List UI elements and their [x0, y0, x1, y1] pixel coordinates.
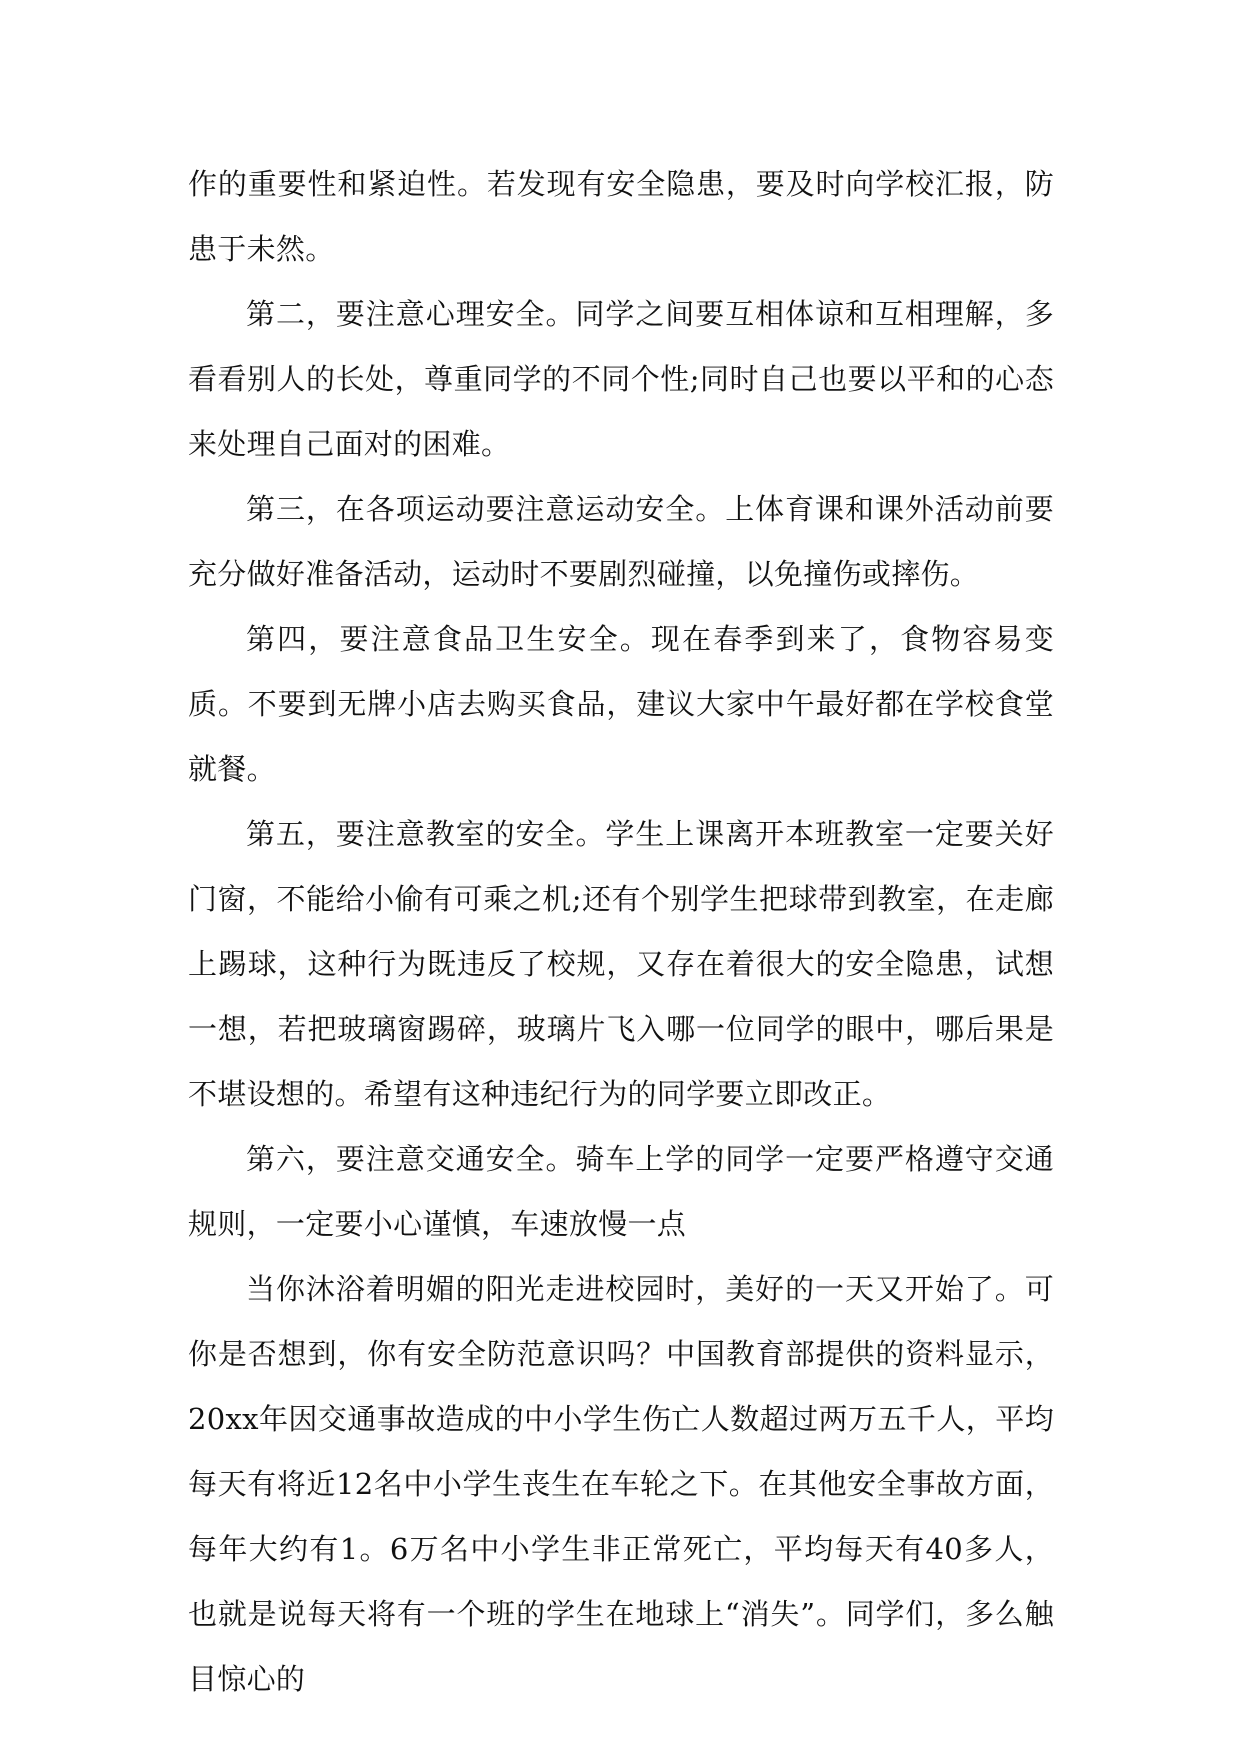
paragraph-4: 第四，要注意食品卫生安全。现在春季到来了，食物容易变质。不要到无牌小店去购买食品，建议大家中午最好都在学校食堂就餐。 — [188, 622, 1054, 786]
paragraph-3: 第三，在各项运动要注意运动安全。上体育课和课外活动前要充分做好准备活动，运动时不要剧烈碰撞，以免撞伤或摔伤。 — [188, 492, 1054, 591]
paragraph-5: 第五，要注意教室的安全。学生上课离开本班教室一定要关好门窗，不能给小偷有可乘之机;还有个别学生把球带到教室，在走廊上踢球，这种行为既违反了校规，又存在着很大的安全隐患，试想一想，若把玻璃窗踢碎，玻璃片飞入哪一位同学的眼中，哪后果是不堪设想的。希望有这种违纪行为的同学要立即改正。 — [188, 817, 1054, 1111]
paragraph-6: 第六，要注意交通安全。骑车上学的同学一定要严格遵守交通规则，一定要小心谨慎，车速放慢一点 — [188, 1142, 1054, 1241]
document-body — [188, 152, 1054, 1712]
paragraph-2: 第二，要注意心理安全。同学之间要互相体谅和互相理解，多看看别人的长处，尊重同学的不同个性;同时自己也要以平和的心态来处理自己面对的困难。 — [188, 297, 1054, 461]
paragraph-1: 作的重要性和紧迫性。若发现有安全隐患，要及时向学校汇报，防患于未然。 — [188, 167, 1054, 266]
paragraph-7: 当你沐浴着明媚的阳光走进校园时，美好的一天又开始了。可你是否想到，你有安全防范意识吗？中国教育部提供的资料显示，20xx年因交通事故造成的中小学生伤亡人数超过两万五千人，平均每天有将近12名中小学生丧生在车轮之下。在其他安全事故方面，每年大约有1。6万名中小学生非正常死亡，平均每天有40多人，也就是说每天将有一个班的学生在地球上“消失”。同学们，多么触目惊心的 — [188, 1272, 1054, 1696]
